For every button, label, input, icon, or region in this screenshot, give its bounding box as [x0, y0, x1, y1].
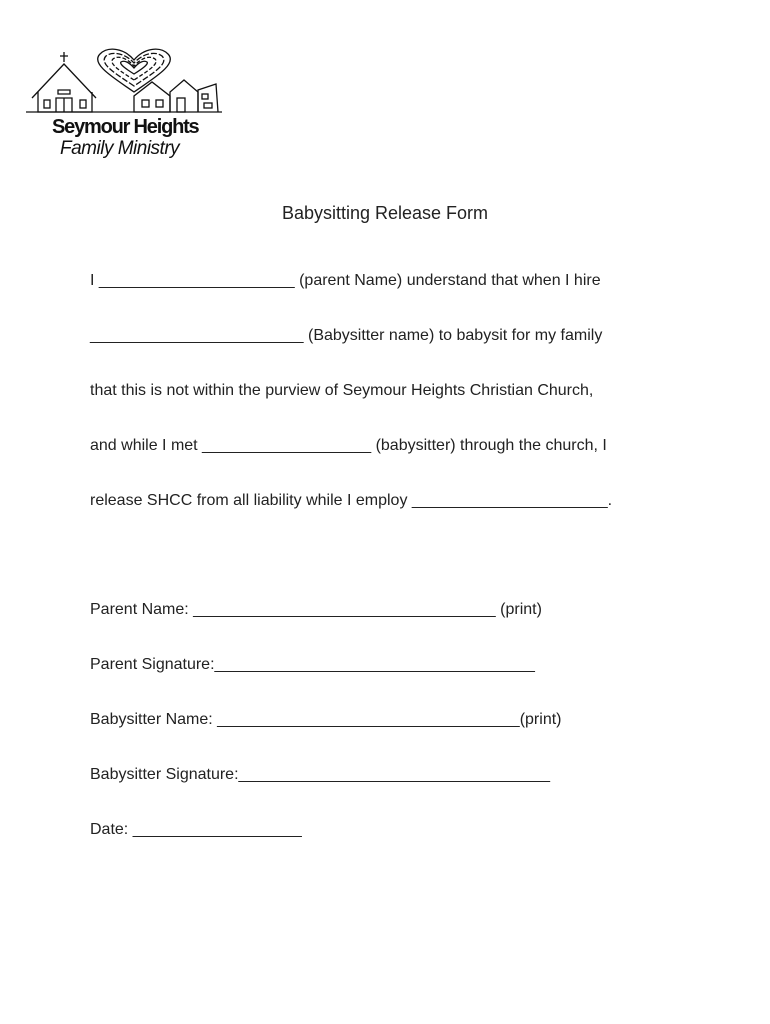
ministry-logo [22, 46, 222, 166]
statement-line-3: that this is not within the purview of Seymour Heights Christian Church, [90, 382, 594, 399]
date-field: Date: ___________________ [90, 821, 302, 838]
logo-subtitle: Family Ministry [60, 138, 180, 159]
statement-line-4: and while I met ___________________ (babysitter) through the church, I [90, 437, 607, 454]
statement-line-1: I ______________________ (parent Name) understand that when I hire [90, 272, 601, 289]
statement-line-2: ________________________ (Babysitter name) to babysit for my family [90, 327, 603, 344]
statement-line-5: release SHCC from all liability while I employ ______________________. [90, 492, 613, 509]
logo-title: Seymour Heights [52, 116, 199, 138]
babysitter-signature-field: Babysitter Signature:___________________________________ [90, 766, 550, 783]
babysitter-name-field: Babysitter Name: __________________________________(print) [90, 711, 562, 728]
parent-name-field: Parent Name: __________________________________ (print) [90, 601, 542, 618]
form-title: Babysitting Release Form [281, 203, 489, 223]
church-and-heart-icon [22, 46, 222, 116]
parent-signature-field: Parent Signature:____________________________________ [90, 656, 535, 673]
